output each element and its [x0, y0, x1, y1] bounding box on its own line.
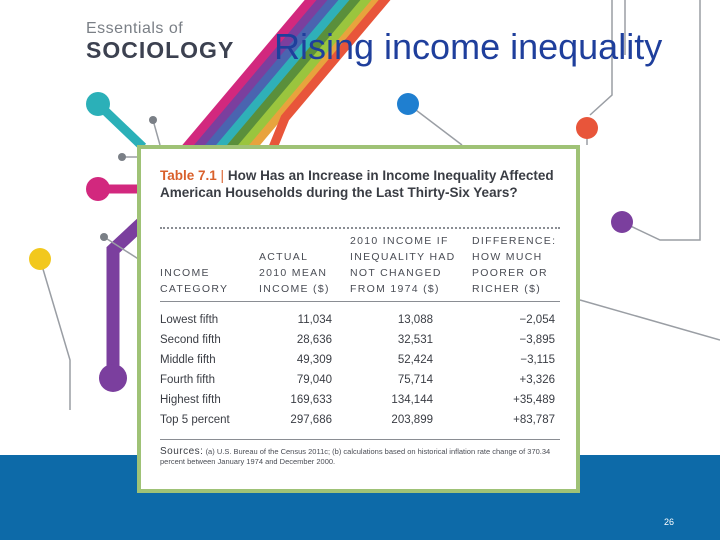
cell-difference: −2,054: [519, 314, 555, 326]
sources-text: (a) U.S. Bureau of the Census 2011c; (b) calculations based on historical inflation rate change of 370.34 percent between January 1974 and December 2000.: [160, 447, 551, 466]
cell-category: Top 5 percent: [160, 414, 230, 426]
table-card: [137, 145, 580, 493]
table-row: [160, 414, 560, 434]
cell-category: Lowest fifth: [160, 314, 219, 326]
cell-category: Second fifth: [160, 334, 221, 346]
table-number: Table 7.1: [160, 168, 217, 183]
table-row: [160, 314, 560, 334]
column-header-category: [160, 265, 228, 297]
cell-if-unchanged: 75,714: [397, 374, 433, 386]
cell-difference: −3,115: [520, 354, 555, 366]
table-row: [160, 374, 560, 394]
dot-orange: [576, 117, 598, 139]
cell-difference: +3,326: [519, 374, 555, 386]
cell-if-unchanged: 13,088: [397, 314, 433, 326]
table-sources: [160, 447, 565, 467]
line-gray-9: [580, 300, 720, 340]
cell-difference: −3,895: [519, 334, 555, 346]
dot-yellow: [29, 248, 51, 270]
table-separator: |: [220, 168, 225, 183]
cell-actual: 79,040: [296, 374, 332, 386]
logo-top-text: Essentials of: [86, 20, 184, 37]
column-header-difference: [472, 233, 556, 297]
line-gray-4: [40, 259, 70, 410]
header-line: HOW MUCH: [472, 251, 543, 263]
header-line: INCOME ($): [259, 283, 330, 295]
cell-difference: +83,787: [513, 414, 555, 426]
dot-gray-1: [149, 116, 157, 124]
header-line: INEQUALITY HAD: [350, 251, 456, 263]
cell-category: Middle fifth: [160, 354, 216, 366]
table-title: How Has an Increase in Income Inequality Affected American Households during the Last Thirty-Six Years?: [160, 168, 554, 200]
table-title-block: [160, 167, 570, 201]
header-line: RICHER ($): [472, 283, 542, 295]
header-line: NOT CHANGED: [350, 267, 442, 279]
cell-category: Highest fifth: [160, 394, 221, 406]
cell-if-unchanged: 32,531: [397, 334, 433, 346]
column-header-if-unchanged: [350, 233, 456, 297]
column-header-actual: [259, 249, 330, 297]
cell-actual: 297,686: [290, 414, 332, 426]
cell-actual: 49,309: [296, 354, 332, 366]
cell-category: Fourth fifth: [160, 374, 215, 386]
header-line: INCOME: [160, 267, 210, 279]
dot-blue: [397, 93, 419, 115]
header-line: ACTUAL: [259, 251, 309, 263]
cell-if-unchanged: 134,144: [391, 394, 433, 406]
dot-teal: [86, 92, 110, 116]
header-line: 2010 MEAN: [259, 267, 328, 279]
table-row: [160, 334, 560, 354]
table-row: [160, 394, 560, 414]
dot-gray-3: [100, 233, 108, 241]
header-line: CATEGORY: [160, 283, 229, 295]
page-number: 26: [664, 517, 675, 527]
header-line: FROM 1974 ($): [350, 283, 440, 295]
sources-divider: [160, 439, 560, 440]
slide-title: Rising income inequality: [274, 26, 663, 67]
header-line: 2010 INCOME IF: [350, 235, 449, 247]
header-divider: [160, 301, 560, 302]
cell-difference: +35,489: [513, 394, 555, 406]
dot-pink: [86, 177, 110, 201]
dot-purple-left: [99, 364, 127, 392]
logo-main-text: SOCIOLOGY: [86, 37, 235, 63]
cell-actual: 28,636: [296, 334, 332, 346]
dot-gray-2: [118, 153, 126, 161]
sources-label: Sources:: [160, 446, 204, 457]
dotted-divider: [160, 227, 560, 229]
cell-actual: 169,633: [290, 394, 332, 406]
header-line: DIFFERENCE:: [472, 235, 557, 247]
table-row: [160, 354, 560, 374]
cell-actual: 11,034: [297, 314, 332, 326]
header-line: POORER OR: [472, 267, 548, 279]
dot-purple-right: [611, 211, 633, 233]
cell-if-unchanged: 203,899: [391, 414, 433, 426]
cell-if-unchanged: 52,424: [397, 354, 433, 366]
book-logo: [86, 20, 234, 64]
